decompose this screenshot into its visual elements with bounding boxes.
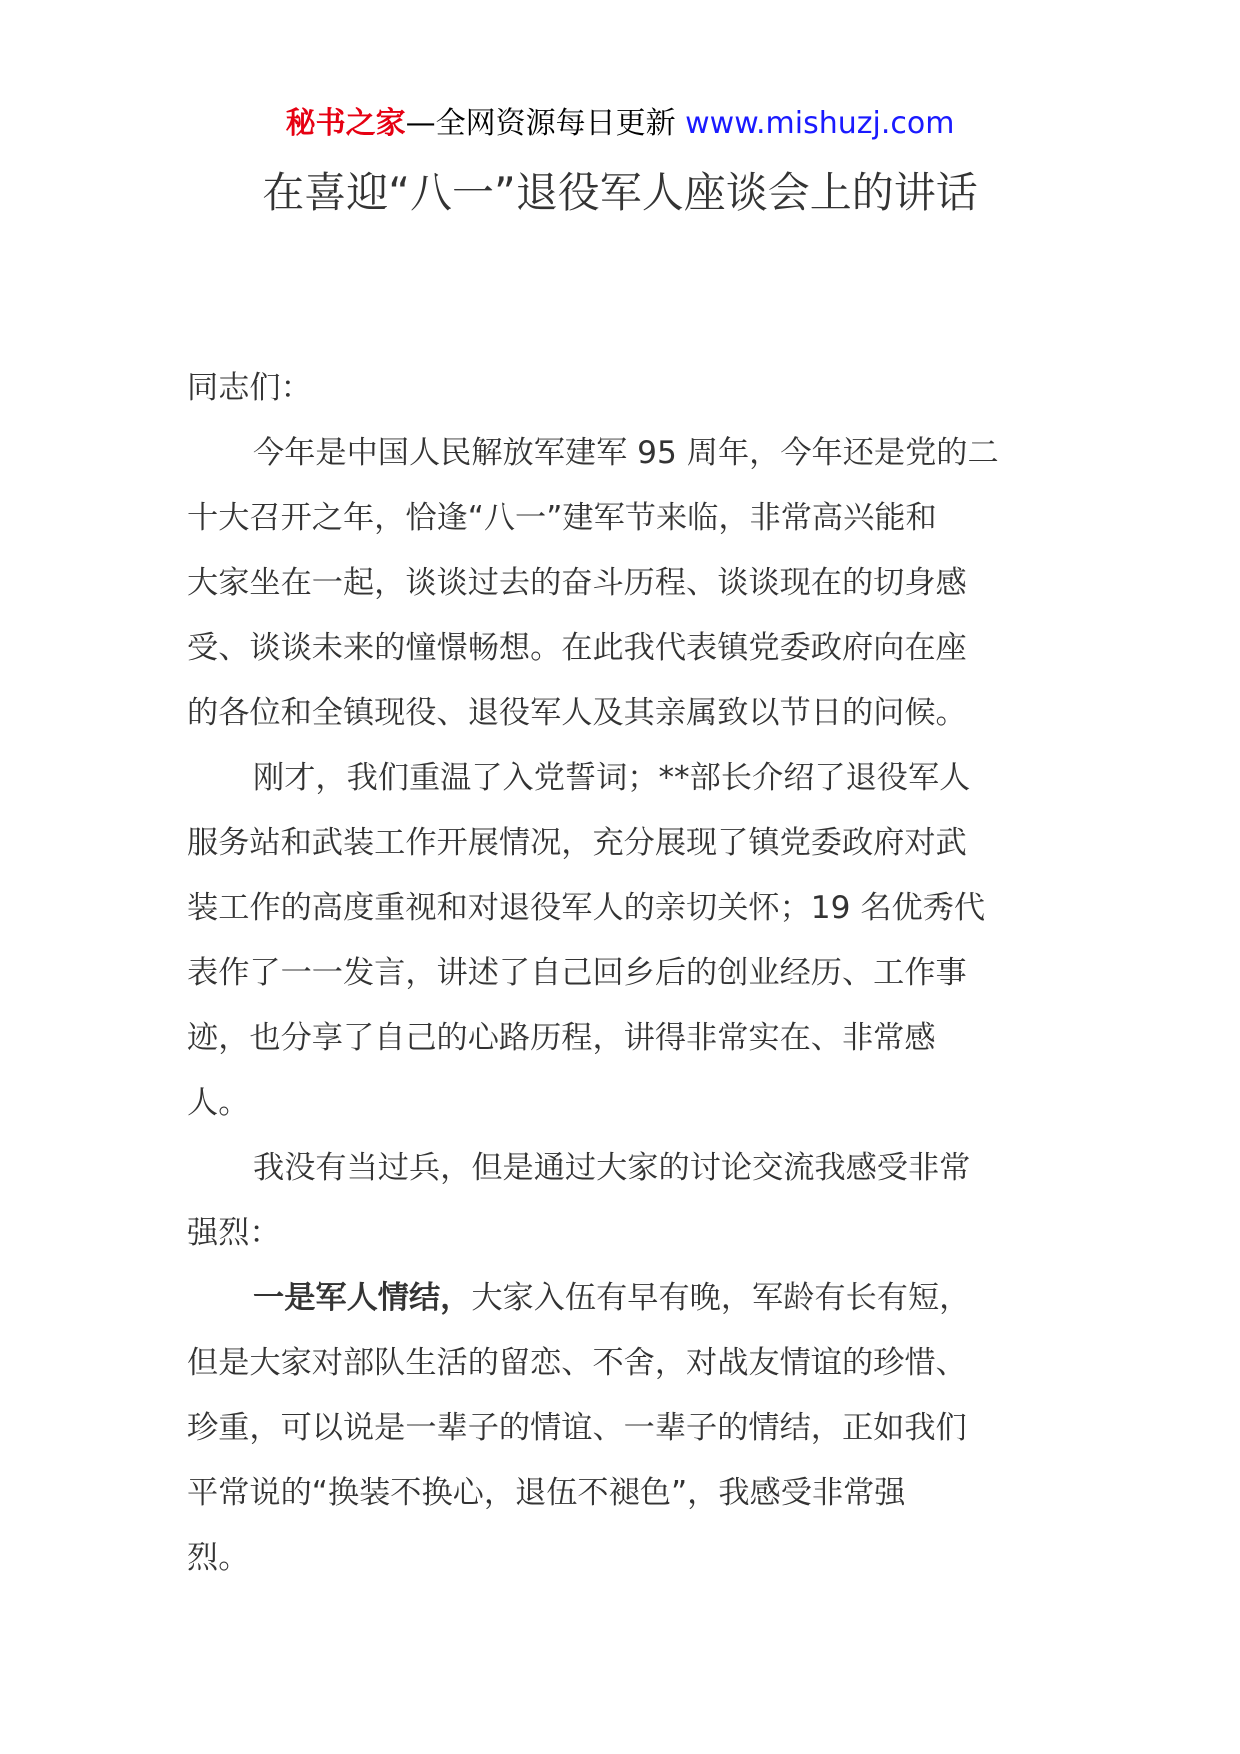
body-line: 装工作的高度重视和对退役军人的亲切关怀；19 名优秀代 xyxy=(187,890,986,926)
body-line: 今年是中国人民解放军建军 95 周年，今年还是党的二 xyxy=(253,435,999,471)
body-line: 表作了一一发言，讲述了自己回乡后的创业经历、工作事 xyxy=(187,955,967,991)
body-line-with-lead xyxy=(187,1266,1057,1331)
body-line: 但是大家对部队生活的留恋、不舍，对战友情谊的珍惜、 xyxy=(187,1345,967,1381)
body-line: 珍重，可以说是一辈子的情谊、一辈子的情结，正如我们 xyxy=(187,1410,967,1446)
site-header xyxy=(0,102,1240,146)
body-line: 的各位和全镇现役、退役军人及其亲属致以节日的问候。 xyxy=(187,695,967,731)
body-line: 我没有当过兵，但是通过大家的讨论交流我感受非常 xyxy=(253,1150,971,1186)
body-line: 烈。 xyxy=(187,1540,250,1576)
body-line: 受、谈谈未来的憧憬畅想。在此我代表镇党委政府向在座 xyxy=(187,630,967,666)
salutation: 同志们： xyxy=(187,370,312,406)
document-body xyxy=(187,356,1057,1591)
lead-in-bold: 一是军人情结， xyxy=(253,1280,472,1316)
site-slogan: —全网资源每日更新 xyxy=(405,106,686,141)
body-line: 刚才，我们重温了入党誓词；**部长介绍了退役军人 xyxy=(253,760,971,796)
body-line: 大家坐在一起，谈谈过去的奋斗历程、谈谈现在的切身感 xyxy=(187,565,967,601)
body-line: 迹，也分享了自己的心路历程，讲得非常实在、非常感 xyxy=(187,1020,936,1056)
body-line: 人。 xyxy=(187,1085,250,1121)
body-line-text: 大家入伍有早有晚，军龄有长有短， xyxy=(471,1280,971,1316)
body-line: 平常说的“换装不换心，退伍不褪色”，我感受非常强 xyxy=(187,1475,906,1511)
body-line: 十大召开之年，恰逢“八一”建军节来临，非常高兴能和 xyxy=(187,500,937,536)
body-line: 强烈： xyxy=(187,1215,281,1251)
site-url-link[interactable]: www.mishuzj.com xyxy=(685,106,955,141)
document-title: 在喜迎“八一”退役军人座谈会上的讲话 xyxy=(262,168,978,217)
site-name: 秘书之家 xyxy=(285,106,406,141)
body-line: 服务站和武装工作开展情况，充分展现了镇党委政府对武 xyxy=(187,825,967,861)
